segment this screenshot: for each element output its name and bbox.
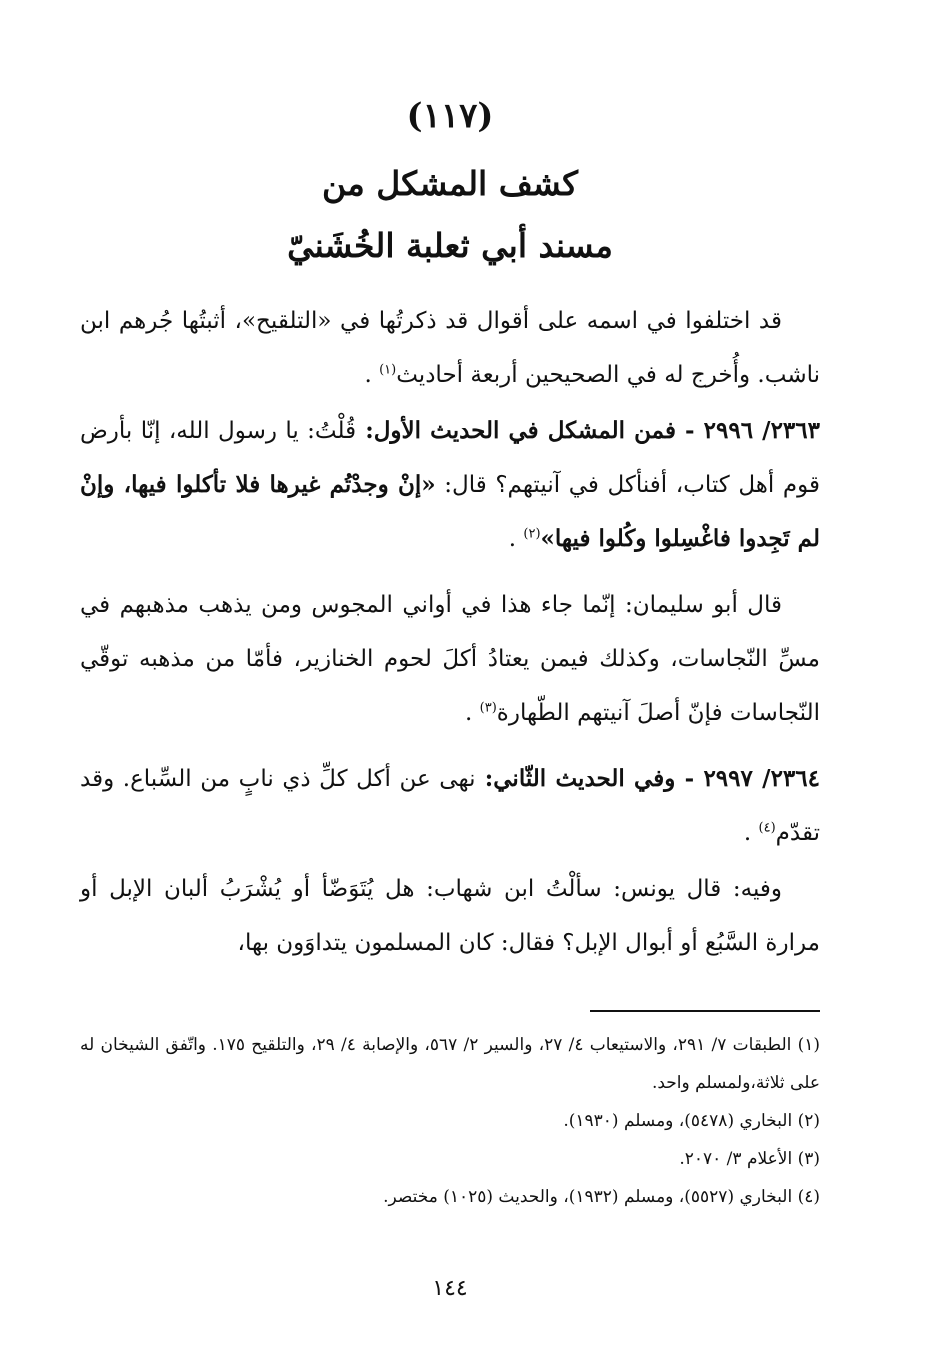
hadith-1-end: . <box>508 526 524 552</box>
commentary-1-end: . <box>465 700 480 726</box>
footnote-ref-2: (٢) <box>523 526 541 542</box>
intro-end: . <box>364 362 380 388</box>
hadith-2-text: نهى عن أكل كلِّ ذي نابٍ من السِّباع. وقد تقدّم <box>80 766 820 846</box>
intro-text: قد اختلفوا في اسمه على أقوال قد ذكرتُها في «التلقيح»، أثبتُها جُرهم ابن ناشب. وأُخرج له في الصحيحين أربعة أحاديث <box>80 308 820 388</box>
commentary-2-paragraph <box>80 862 820 970</box>
footnote-2: (٢) البخاري (٥٤٧٨)، ومسلم (١٩٣٠). <box>563 1111 820 1131</box>
footnote-1: (١) الطبقات ٧/ ٢٩١، والاستيعاب ٤/ ٢٧، والسير ٢/ ٥٦٧، والإصابة ٤/ ٢٩، والتلقيح ١٧٥. واتّفق الشيخان له على ثلاثة،ولمسلم واحد. <box>80 1035 821 1093</box>
footnotes <box>80 1026 820 1216</box>
commentary-1-paragraph <box>80 578 820 740</box>
footnote-3: (٣) الأعلام ٣/ ٢٠٧٠. <box>679 1149 820 1169</box>
hadith-1-paragraph <box>80 404 820 566</box>
footnote-ref-4: (٤) <box>758 820 776 836</box>
intro-paragraph <box>80 294 820 402</box>
chapter-number: (١١٧) <box>406 96 494 136</box>
hadith-2-heading: - وفي الحديث الثّاني: <box>475 765 704 792</box>
hadith-1-text: قُلْتُ: يا رسول الله، إنّا بأرض قوم أهل كتاب، أفنأكل في آنيتهم؟ قال: <box>80 418 820 498</box>
hadith-1-number: ٢٣٦٣/ ٢٩٩٦ <box>703 417 820 444</box>
commentary-2-text: وفيه: قال يونس: سألْتُ ابن شهاب: هل يُتَوَضّأ أو يُشْرَبُ ألبان الإبل أو مرارة السَّبُع أو أبوال الإبل؟ فقال: كان المسلمون يتداوَون بها، <box>80 876 820 956</box>
footnote-divider <box>590 1010 820 1012</box>
book-page <box>80 0 820 1364</box>
chapter-title-line-2: مسند أبي ثعلبة الخُشَنيّ <box>287 226 613 265</box>
hadith-2-number: ٢٣٦٤/ ٢٩٩٧ <box>703 765 820 792</box>
hadith-1-heading: - فمن المشكل في الحديث الأول: <box>356 417 704 444</box>
footnote-4: (٤) البخاري (٥٥٢٧)، ومسلم (١٩٣٢)، والحديث (١٠٢٥) مختصر. <box>383 1187 820 1207</box>
commentary-1-text: قال أبو سليمان: إنّما جاء هذا في أواني المجوس ومن يذهب مذهبهم في مسِّ النّجاسات، وكذلك فيمن يعتادُ أكلَ لحوم الخنازير، فأمّا من مذهبه توقّي النّجاسات فإنّ أصلَ آنيتهم الطّهارة <box>80 592 820 726</box>
page-number: ١٤٤ <box>432 1276 468 1301</box>
hadith-2-paragraph <box>80 752 820 860</box>
footnote-ref-1: (١) <box>379 362 397 378</box>
hadith-2-end: . <box>743 820 759 846</box>
footnote-ref-3: (٣) <box>479 700 497 716</box>
hadith-1-quote: «إنْ وجدْتُم غيرها فلا تأكلوا فيها، وإنْ لم تَجِدوا فاغْسِلوا وكُلوا فيها» <box>80 471 820 552</box>
chapter-title-line-1: كشف المشكل من <box>321 164 579 203</box>
